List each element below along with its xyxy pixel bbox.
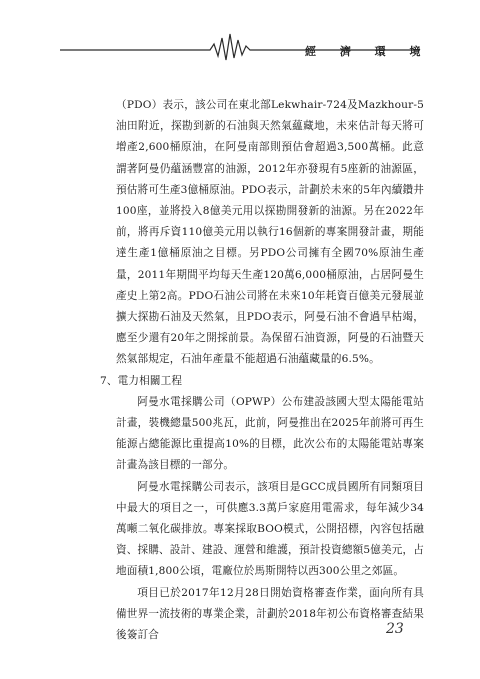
heartbeat-line-decoration (60, 0, 431, 70)
paragraph-qualification: 項目已於2017年12月28日開始資格審查作業，面向所有具備世界一流技術的專業企業，計劃於2018年初公布資格審查結果後簽訂合 (116, 586, 424, 642)
header-title: 經 濟 環 境 (305, 45, 431, 58)
page-number: 23 (386, 621, 404, 637)
page-header (0, 0, 480, 70)
paragraph-opwp-solar: 阿曼水電採購公司（OPWP）公布建設該國大型太陽能電站計畫，裝機總量500兆瓦，此前，阿曼推出在2025年前將可再生能源占總能源比重提高10%的目標，此次公布的太陽能電站專案計畫為該目標的一部分。 (116, 395, 424, 472)
paragraph-project-details: 阿曼水電採購公司表示，該項目是GCC成員國所有同類項目中最大的項目之一，可供應3.3萬戶家庭用電需求，每年減少34萬噸二氧化碳排放。專案採取BOO模式，公開招標，內容包括融資、採購、設計、建設、運營和維護，預計投資總額5億美元，占地面積1,800公頃，電廠位於馬斯開特以西300公里之郊區。 (116, 480, 424, 578)
paragraph-pdo: （PDO）表示，該公司在東北部Lekwhair-724及Mazkhour-5油田附近，探勘到新的石油與天然氣蘊藏地，未來估計每天將可增產2,600桶原油，在阿曼南部則預估會超過3,500萬桶。此意謂著阿曼仍蘊涵豐富的油源，2012年亦發現有5座新的油源區，預估將可生產3億桶原油。PDO表示，計劃於未來的5年內續鑽井100座，並將投入8億美元用以探勘開發新的油源。另在2022年前，將再斥資110億美元用以執行16個新的專案開發計畫，期能達生產1億桶原油之目標。另PDO公司擁有全國70%原油生產量，2011年期間平均每天生產120萬6,000桶原油，占居阿曼生產史上第2高。PDO石油公司將在未來10年耗資百億美元發展並擴大探勘石油及天然氣，且PDO表示，阿曼石油不會過早枯竭，應至少還有20年之開採前景。為保留石油資源，阿曼的石油暨天然氣部規定，石油年產量不能超過石油蘊藏量的6.5%。 (116, 99, 424, 366)
body-text (100, 95, 424, 646)
section-heading-power: 7、電力相關工程 (100, 374, 183, 387)
